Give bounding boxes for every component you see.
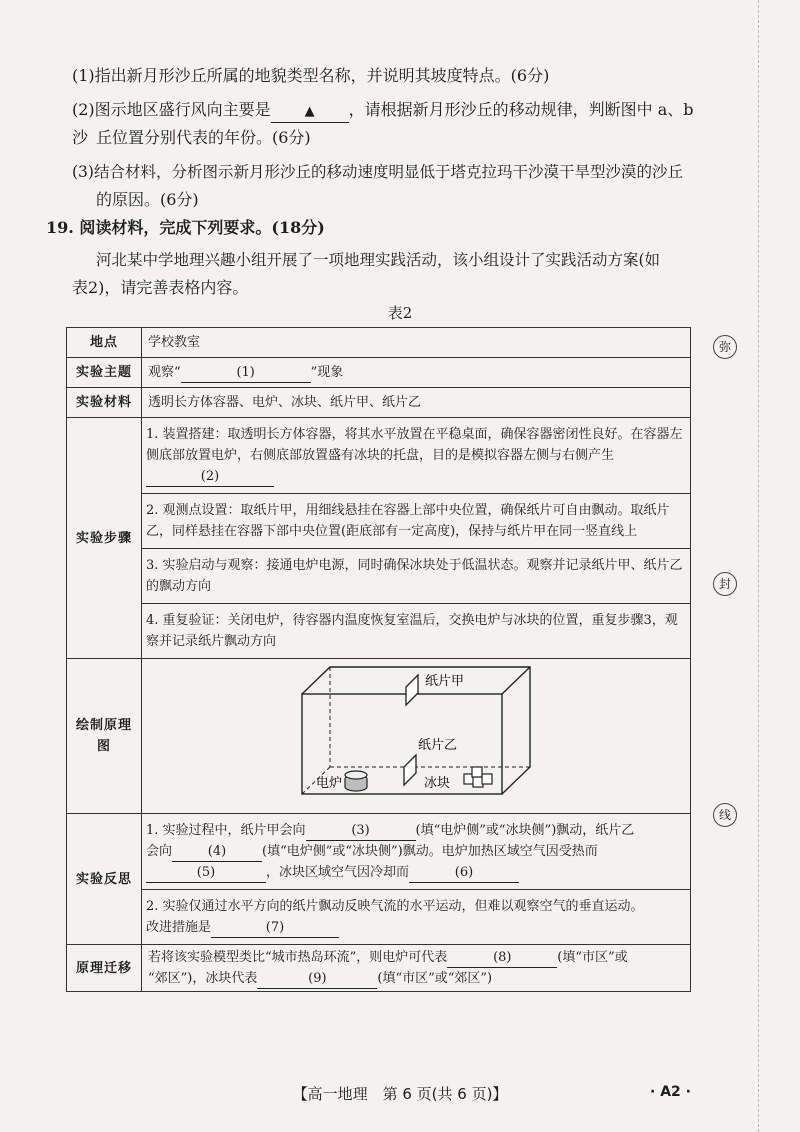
q18-part2-answer-blank[interactable] (271, 100, 349, 123)
activity-table (66, 327, 691, 992)
table-row (67, 659, 691, 814)
steps-cell (142, 418, 691, 659)
theme-suffix: ”现象 (310, 365, 344, 380)
r1-text-d: 会向 (146, 844, 173, 859)
ice-icon (464, 767, 492, 787)
reflection-2 (142, 890, 690, 944)
blank-6[interactable]: (6) (409, 864, 519, 883)
table-row (67, 388, 691, 418)
paper-b-icon (404, 755, 416, 785)
t-text-d: “郊区”)，冰块代表 (148, 971, 258, 986)
theme-cell (142, 358, 691, 388)
label-stove: 电炉 (316, 776, 343, 791)
row-label-theme: 实验主题 (67, 358, 142, 388)
blank-5[interactable]: (5) (146, 864, 266, 883)
q18-part2-cont: 丘位置分别代表的年份。(6分) (96, 128, 311, 147)
q18-part3-cont: 的原因。(6分) (96, 190, 199, 209)
reflection-cell (142, 814, 691, 945)
step-3: 3. 实验启动与观察：接通电炉电源，同时确保冰块处于低温状态。观察并记录纸片甲、纸片乙的飘动方向 (142, 549, 690, 604)
table-caption: 表2 (387, 304, 413, 322)
binding-edge-line (758, 0, 760, 1132)
materials-value: 透明长方体容器、电炉、冰块、纸片甲、纸片乙 (142, 388, 691, 418)
step-2: 2. 观测点设置：取纸片甲，用细线悬挂在容器上部中央位置，确保纸片可自由飘动。取纸片乙，同样悬挂在容器下部中央位置(距底部有一定高度)，保持与纸片甲在同一竖直线上 (142, 494, 690, 549)
table-row (67, 358, 691, 388)
label-paper-b: 纸片乙 (418, 738, 458, 753)
q18-part2-text-b: ，请根据新月形沙丘的移动规律，判断图中 a、b 沙 (72, 100, 694, 147)
row-label-transfer: 原理迁移 (67, 945, 142, 992)
q18-part2-text-a: (2)图示地区盛行风向主要是 (72, 100, 271, 119)
label-paper-a: 纸片甲 (425, 674, 465, 689)
r1-text-e: (填“电炉侧”或“冰块侧”)飘动。电炉加热区域空气因受热而 (262, 844, 598, 859)
q18-part1: (1)指出新月形沙丘所属的地貌类型名称，并说明其坡度特点。(6分) (72, 66, 550, 85)
table-row (67, 418, 691, 659)
q19-title: 19. 阅读材料，完成下列要求。(18分) (46, 218, 325, 237)
r1-text-f: ，冰块区域空气因冷却而 (266, 865, 410, 880)
blank-7[interactable]: (7) (211, 919, 339, 938)
row-label-steps: 实验步骤 (67, 418, 142, 659)
label-ice: 冰块 (424, 776, 451, 791)
t-text-e: (填“市区”或“郊区”) (377, 971, 493, 986)
blank-1[interactable]: (1) (181, 364, 311, 383)
stove-icon (345, 771, 367, 791)
row-label-materials: 实验材料 (67, 388, 142, 418)
row-label-reflection: 实验反思 (67, 814, 142, 945)
theme-prefix: 观察“ (148, 365, 181, 380)
reflection-1 (142, 814, 690, 890)
step-4: 4. 重复验证：关闭电炉，待容器内温度恢复室温后，交换电炉与冰块的位置，重复步骤3，观察并记录纸片飘动方向 (146, 613, 678, 649)
table-row (67, 328, 691, 358)
r1-text-a: 1. 实验过程中，纸片甲会向 (146, 823, 306, 838)
step-1-text: 1. 装置搭建：取透明长方体容器，将其水平放置在平稳桌面，确保容器密闭性良好。在容器左侧底部放置电炉，右侧底部放置盛有冰块的托盘，目的是模拟容器左侧与右侧产生 (146, 427, 683, 463)
paper-a-icon (406, 675, 418, 705)
blank-9[interactable]: (9) (257, 970, 377, 989)
blank-3[interactable]: (3) (306, 822, 416, 841)
r1-text-c: (填“电炉侧”或“冰块侧”)飘动，纸片乙 (415, 823, 635, 838)
seal-char-xian: 线 (713, 803, 737, 827)
r2-text-a: 2. 实验仅通过水平方向的纸片飘动反映气流的水平运动，但难以观察空气的垂直运动。 (146, 899, 644, 914)
page-footer: 【高一地理 第 6 页(共 6 页)】 (292, 1085, 508, 1103)
blank-8[interactable]: (8) (447, 949, 557, 968)
q19-intro-line1: 河北某中学地理兴趣小组开展了一项地理实践活动，该小组设计了实践活动方案(如 (96, 251, 661, 269)
q19-intro-line2: 表2)，请完善表格内容。 (72, 278, 249, 297)
diagram-cell (142, 659, 691, 814)
principle-diagram (142, 659, 690, 813)
table-row (67, 814, 691, 945)
seal-char-feng: 封 (713, 572, 737, 596)
row-label-location: 地点 (67, 328, 142, 358)
step-1 (142, 418, 690, 494)
t-text-c: (填“市区”或 (557, 950, 628, 965)
row-label-diagram: 绘制原理图 (67, 659, 142, 814)
blank-4[interactable]: (4) (172, 843, 262, 862)
q18-part3: (3)结合材料，分析图示新月形沙丘的移动速度明显低于塔克拉玛干沙漠干旱型沙漠的沙丘 (72, 163, 683, 181)
r2-text-b: 改进措施是 (146, 920, 212, 935)
seal-char-mi: 弥 (713, 335, 737, 359)
t-text-a: 若将该实验模型类比“城市热岛环流”，则电炉可代表 (148, 950, 448, 965)
table-row (67, 945, 691, 992)
page-code: · A2 · (650, 1084, 691, 1100)
triangle-mark-icon: ▲ (304, 104, 315, 119)
transfer-cell (142, 945, 691, 992)
location-value: 学校教室 (142, 328, 691, 358)
blank-2[interactable]: (2) (146, 468, 274, 487)
